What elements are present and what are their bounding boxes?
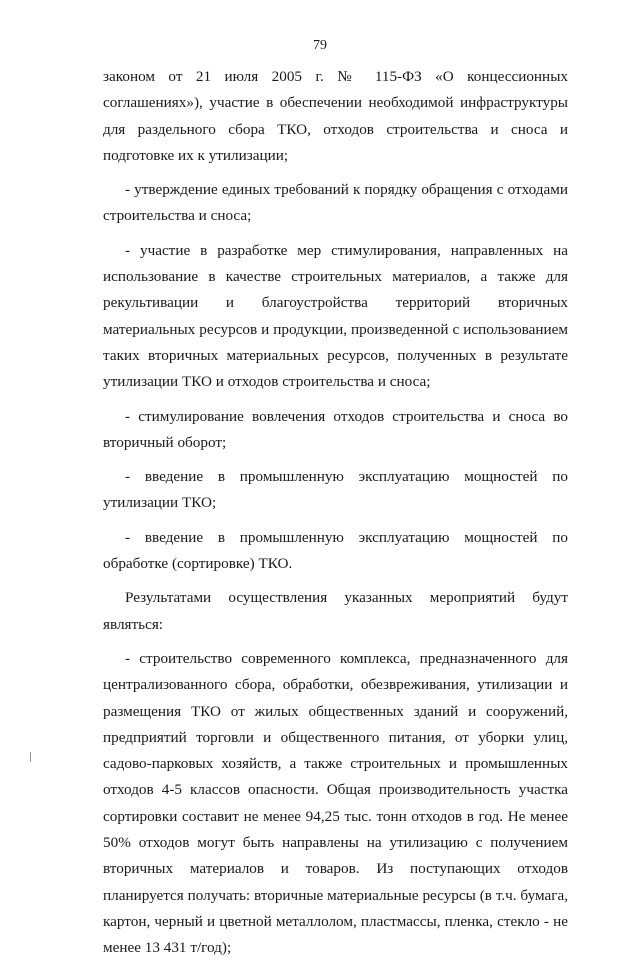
paragraph-utilization-capacity: - введение в промышленную эксплуатацию мощностей по утилизации ТКО;	[103, 468, 568, 512]
document-body	[103, 64, 568, 962]
paragraph-secondary-circulation: - стимулирование вовлечения отходов строительства и сноса во вторичный оборот;	[103, 407, 568, 451]
paragraph-law-reference: законом от 21 июля 2005 г. № 115-ФЗ «О концессионных соглашениях»), участие в обеспечении необходимой инфраструктуры для раздельного сбора ТКО, отходов строительства и сноса и подготовке их к утилизации;	[103, 68, 568, 164]
scan-edge-mark	[30, 752, 31, 762]
paragraph-incentive-measures: - участие в разработке мер стимулирования, направленных на использование в качестве строительных материалов, а также для рекультивации и благоустройства территорий вторичных материальных ресурсов и продукции, произведенной с использованием таких вторичных материальных ресурсов, полученных в результате утилизации ТКО и отходов строительства и сноса;	[103, 241, 568, 391]
paragraph-uniform-requirements: - утверждение единых требований к порядку обращения с отходами строительства и сноса;	[103, 181, 568, 225]
paragraph-sorting-capacity: - введение в промышленную эксплуатацию мощностей по обработке (сортировке) ТКО.	[103, 528, 568, 573]
paragraph-results-intro: Результатами осуществления указанных мероприятий будут являться:	[103, 589, 568, 633]
page-number: 79	[313, 38, 327, 53]
paragraph-complex-construction: - строительство современного комплекса, предназначенного для централизованного сбора, обработки, обезвреживания, утилизации и размещения ТКО от жилых общественных зданий и сооружений, предприятий торговли и общественного питания, от уборки улиц, садово-парковых хозяйств, а также строительных и промышленных отходов 4-5 классов опасности. Общая производительность участка сортировки составит не менее 94,25 тыс. тонн отходов в год. Не менее 50% отходов могут быть направлены на утилизацию с получением вторичных материалов и товаров. Из поступающих отходов планируется получать: вторичные материальные ресурсы (в т.ч. бумага, картон, черный и цветной металлолом, пластмассы, пленка, стекло - не менее 13 431 т/год);	[103, 649, 568, 957]
